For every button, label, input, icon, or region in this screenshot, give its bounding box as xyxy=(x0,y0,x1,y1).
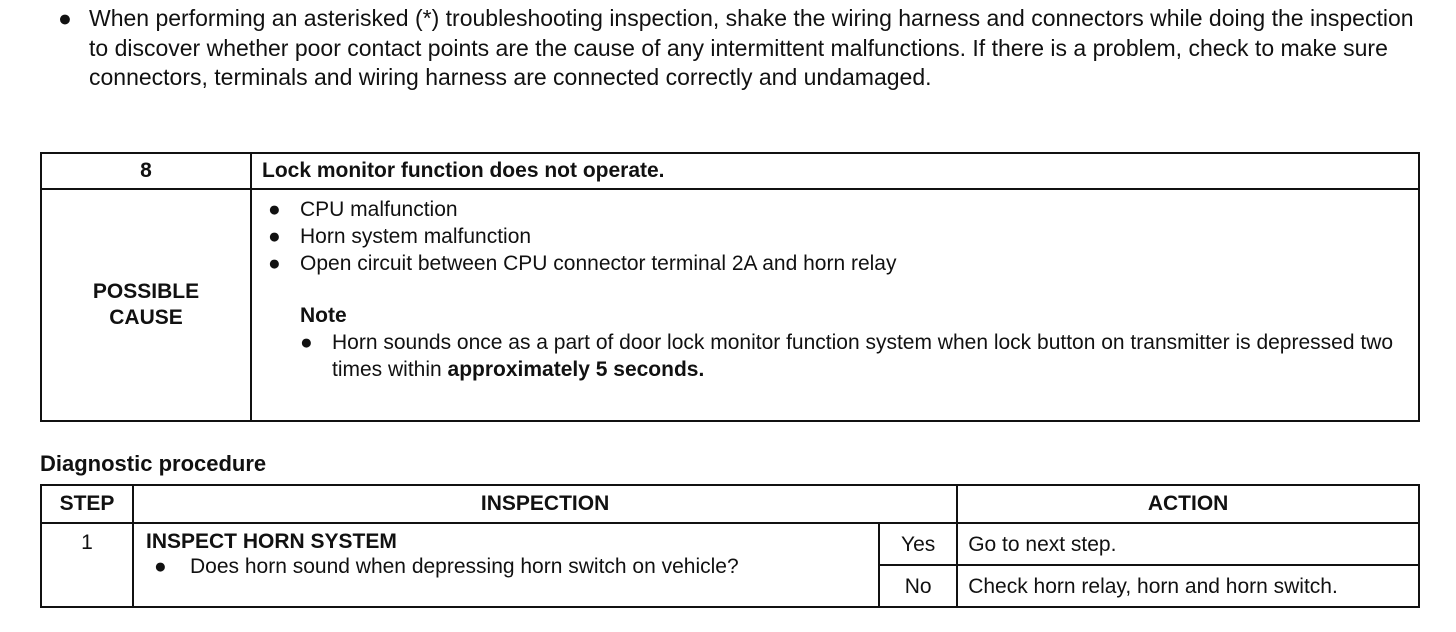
step-number: 1 xyxy=(41,523,133,607)
inspection-header: INSPECTION xyxy=(133,485,957,523)
no-label: No xyxy=(879,565,957,607)
bullet-icon: ● xyxy=(300,331,313,354)
inspection-item-text: Does horn sound when depressing horn switch on vehicle? xyxy=(190,555,739,578)
diagnostic-table xyxy=(40,484,1420,608)
action-header: ACTION xyxy=(957,485,1419,523)
bullet-icon: ● xyxy=(154,555,167,578)
bullet-icon: ● xyxy=(58,5,72,31)
possible-cause-label xyxy=(41,189,251,421)
bullet-icon: ● xyxy=(268,198,281,221)
cause-item xyxy=(268,196,1408,223)
trouble-title: Lock monitor function does not operate. xyxy=(251,153,1419,189)
inspection-item xyxy=(146,554,868,579)
step-header: STEP xyxy=(41,485,133,523)
intro-note xyxy=(58,4,1418,93)
cause-text: Open circuit between CPU connector terminal 2A and horn relay xyxy=(300,252,897,275)
cause-table xyxy=(40,152,1420,422)
note-title: Note xyxy=(300,304,347,327)
diagnostic-procedure-title: Diagnostic procedure xyxy=(40,451,267,476)
possible-cause-label-line2: CAUSE xyxy=(109,306,183,329)
yes-action: Go to next step. xyxy=(957,523,1419,565)
note-text: Horn sounds once as a part of door lock monitor function system when lock button on transmitter is depressed two times within xyxy=(332,331,1394,381)
bullet-icon: ● xyxy=(268,225,281,248)
table-row xyxy=(41,523,1419,565)
yes-label: Yes xyxy=(879,523,957,565)
cause-text: CPU malfunction xyxy=(300,198,458,221)
possible-cause-list xyxy=(251,189,1419,421)
cause-item xyxy=(268,223,1408,250)
intro-text: When performing an asterisked (*) troubleshooting inspection, shake the wiring harness and connectors while doing the inspection to discover whether poor contact points are the cause of any intermittent malfunctions. If there is a problem, check to make sure connectors, terminals and wiring harness are connected correctly and undamaged. xyxy=(89,5,1414,90)
no-action: Check horn relay, horn and horn switch. xyxy=(957,565,1419,607)
cause-item xyxy=(268,250,1408,277)
note-text-wrap xyxy=(332,329,1408,383)
trouble-number: 8 xyxy=(41,153,251,189)
note-bold-text: approximately 5 seconds. xyxy=(447,358,705,381)
note-list xyxy=(268,329,1408,383)
bullet-icon: ● xyxy=(268,252,281,275)
cause-text: Horn system malfunction xyxy=(300,225,532,248)
possible-cause-label-line1: POSSIBLE xyxy=(92,280,200,303)
note-item xyxy=(300,329,1408,383)
inspection-cell xyxy=(133,523,879,607)
inspection-title: INSPECT HORN SYSTEM xyxy=(146,530,397,553)
